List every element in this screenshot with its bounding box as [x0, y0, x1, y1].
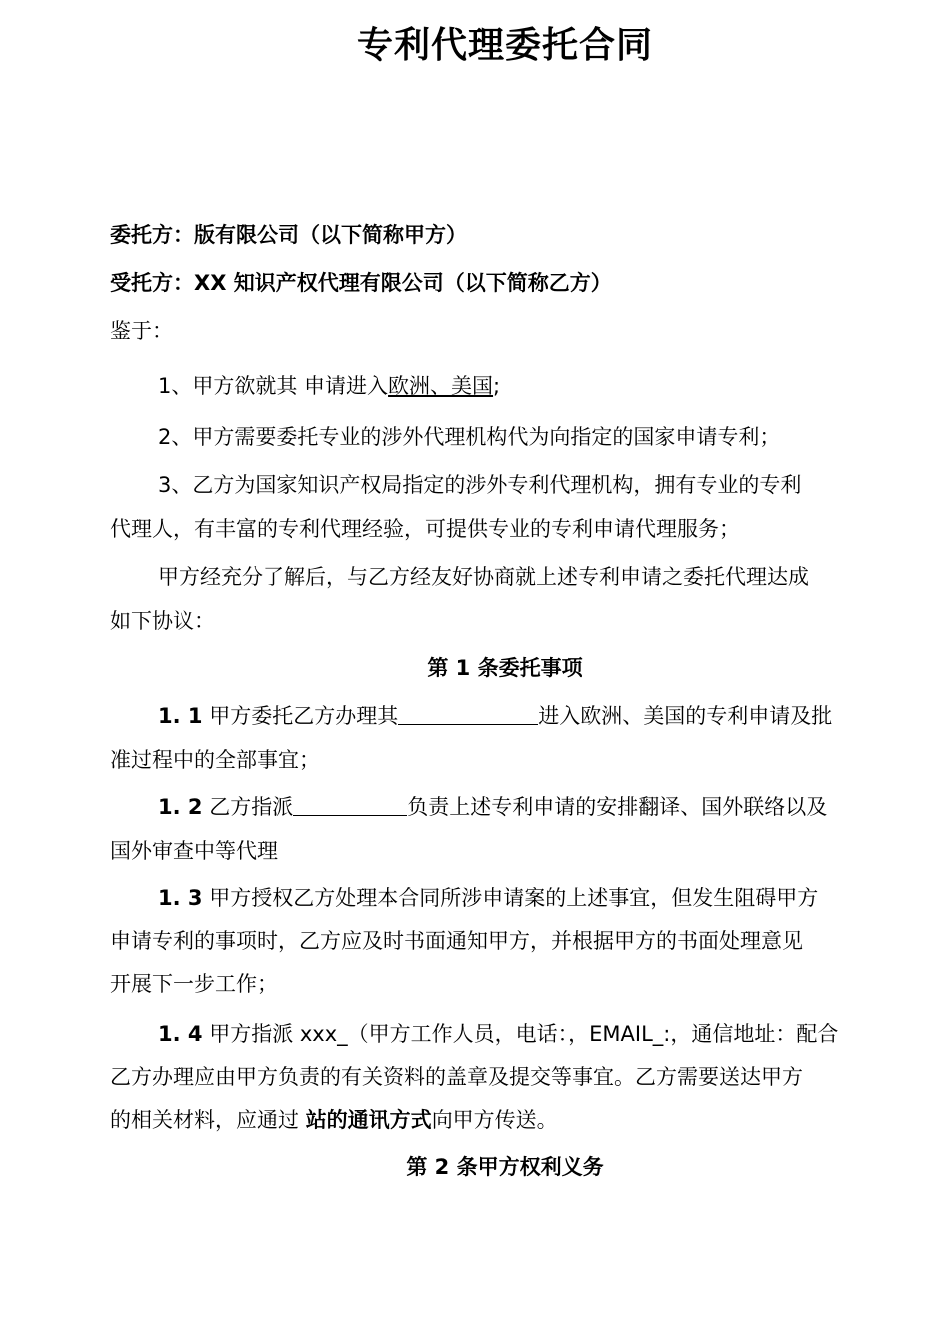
- clause-1-2-line-2: 国外审查中等代理: [110, 839, 278, 863]
- clause-1-4-line-3-text-b: 向甲方传送。: [431, 1108, 558, 1132]
- clause-1-2-text-a: 乙方指派: [202, 795, 294, 819]
- clause-1-1-number: 1. 1: [158, 704, 203, 728]
- clause-1-1-text-a: 甲方委托乙方办理其: [202, 704, 399, 728]
- agreement-intro-line-1: 甲方经充分了解后，与乙方经友好协商就上述专利申请之委托代理达成: [158, 565, 809, 589]
- clause-1-2-line-1: [158, 792, 950, 822]
- clause-1-2-text-b: 负责上述专利申请的安排翻译、国外联络以及: [407, 795, 828, 819]
- clause-1-1-text-b: 进入欧洲、美国的专利申请及批: [538, 704, 833, 728]
- whereas-item-1-suffix: ;: [493, 374, 501, 398]
- clause-1-4-line-2: 乙方办理应由甲方负责的有关资料的盖章及提交等事宜。乙方需要送达甲方: [110, 1065, 803, 1089]
- whereas-label: 鉴于：: [110, 319, 173, 343]
- clause-1-3-number: 1. 3: [158, 886, 203, 910]
- whereas-item-1-prefix: 1、甲方欲就其 申请进入: [158, 374, 389, 398]
- whereas-item-1-regions: 欧洲、美国: [388, 374, 494, 398]
- clause-1-4-line-3-text-a: 的相关材料，应通过: [110, 1108, 306, 1132]
- agreement-intro-line-2: 如下协议：: [110, 609, 215, 633]
- whereas-item-3-line-2: 代理人，有丰富的专利代理经验，可提供专业的专利申请代理服务；: [110, 517, 740, 541]
- article-1-heading: 第 1 条委托事项: [427, 656, 583, 680]
- clause-1-1-line-2: 准过程中的全部事宜；: [110, 748, 320, 772]
- clause-1-2-blank: [293, 793, 407, 816]
- clause-1-2-number: 1. 2: [158, 795, 203, 819]
- clause-1-3-line-1: [158, 883, 950, 913]
- clause-1-3-text: 甲方授权乙方处理本合同所涉申请案的上述事宜，但发生阻碍甲方: [202, 886, 819, 910]
- clause-1-4-line-3-bold: 站的通讯方式: [305, 1108, 432, 1132]
- whereas-item-1: [158, 371, 950, 401]
- clause-1-1-blank: [398, 702, 538, 725]
- whereas-item-2: 2、甲方需要委托专业的涉外代理机构代为向指定的国家申请专利；: [158, 425, 781, 449]
- clause-1-3-line-3: 开展下一步工作；: [110, 972, 278, 996]
- clause-1-4-number: 1. 4: [158, 1022, 203, 1046]
- client-party: 委托方：版有限公司（以下简称甲方）: [110, 223, 467, 247]
- clause-1-4-line-3: [110, 1105, 910, 1135]
- whereas-item-3-line-1: 3、乙方为国家知识产权局指定的涉外专利代理机构，拥有专业的专利: [158, 473, 802, 497]
- document-title: 专利代理委托合同: [356, 25, 653, 66]
- article-2-heading: 第 2 条甲方权利义务: [406, 1155, 604, 1179]
- clause-1-3-line-2: 申请专利的事项时，乙方应及时书面通知甲方，并根据甲方的书面处理意见: [110, 929, 803, 953]
- agent-party: 受托方：XX 知识产权代理有限公司（以下简称乙方）: [110, 271, 612, 295]
- clause-1-1-line-1: [158, 701, 950, 731]
- clause-1-4-line-1: [158, 1019, 950, 1049]
- clause-1-4-text: 甲方指派 xxx_（甲方工作人员，电话：，EMAIL_:，通信地址：配合: [202, 1022, 839, 1046]
